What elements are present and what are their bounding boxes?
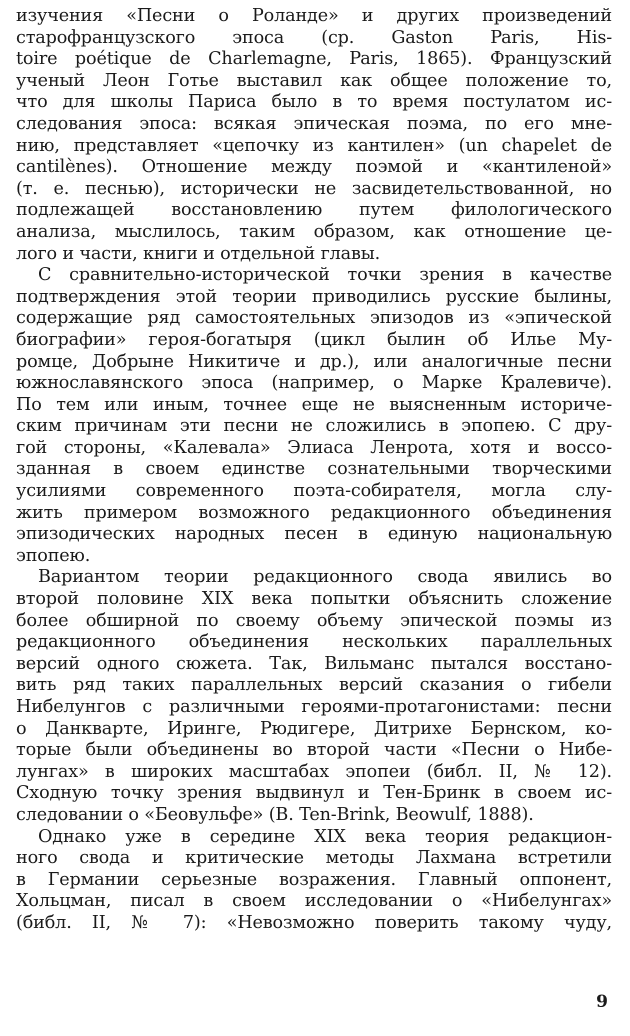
text-line: Сходную точку зрения выдвинул и Тен-Бринк в своем ис- xyxy=(16,783,612,804)
body-text xyxy=(16,6,612,935)
text-line: второй половине XIX века попытки объяснить сложение xyxy=(16,589,612,610)
text-line: о Данкварте, Иринге, Рюдигере, Дитрихе Бернском, ко- xyxy=(16,718,612,739)
text-line: зданная в своем единстве сознательными творческими xyxy=(16,459,612,480)
text-line: (библ. II, № 7): «Невозможно поверить такому чуду, xyxy=(16,912,612,933)
text-line: в Германии серьезные возражения. Главный оппонент, xyxy=(16,869,612,890)
text-line: подтверждения этой теории приводились русские былины, xyxy=(16,286,612,307)
text-line: ромце, Добрыне Никитиче и др.), или аналогичные песни xyxy=(16,351,612,372)
text-line: версий одного сюжета. Так, Вильманс пытался восстано- xyxy=(16,653,612,674)
text-line: подлежащей восстановлению путем филологического xyxy=(16,200,612,221)
text-line: ученый Леон Готье выставил как общее положение то, xyxy=(16,70,612,91)
text-line: По тем или иным, точнее еще не выясненным историче- xyxy=(16,394,612,415)
text-line: старофранцузского эпоса (ср. Gaston Paris, His- xyxy=(16,27,612,48)
text-line: жить примером возможного редакционного объединения xyxy=(16,502,612,523)
text-line: эпизодических народных песен в единую национальную xyxy=(16,524,612,545)
text-line: биографии» героя-богатыря (цикл былин об Илье Му- xyxy=(16,329,612,350)
paragraph-4 xyxy=(16,827,612,935)
text-line: С сравнительно-исторической точки зрения в качестве xyxy=(38,265,612,286)
text-line: более обширной по своему объему эпической поэмы из xyxy=(16,610,612,631)
text-line: усилиями современного поэта-собирателя, могла слу- xyxy=(16,481,612,502)
text-line: редакционного объединения нескольких параллельных xyxy=(16,632,612,653)
text-line: (т. е. песнью), исторически не засвидетельствованной, но xyxy=(16,178,612,199)
text-line: ного свода и критические методы Лахмана встретили xyxy=(16,848,612,869)
text-line: торые были объединены во второй части «Песни о Нибе- xyxy=(16,740,612,761)
text-line: гой стороны, «Калевала» Элиаса Ленрота, хотя и воссо- xyxy=(16,437,612,458)
text-line: нию, представляет «цепочку из кантилен» (un chapelet de xyxy=(16,135,612,156)
page-number: 9 xyxy=(596,992,608,1012)
text-line: анализа, мыслилось, таким образом, как отношение це- xyxy=(16,221,612,242)
text-line: ским причинам эти песни не сложились в эпопею. С дру- xyxy=(16,416,612,437)
text-line: cantilènes). Отношение между поэмой и «кантиленой» xyxy=(16,157,612,178)
text-line: что для школы Париса было в то время постулатом ис- xyxy=(16,92,612,113)
text-line: следовании о «Беовульфе» (B. Ten-Brink, Beowulf, 1888). xyxy=(16,804,534,825)
text-line: следования эпоса: всякая эпическая поэма, по его мне- xyxy=(16,113,612,134)
text-line: эпопею. xyxy=(16,545,91,566)
text-line: изучения «Песни о Роланде» и других произведений xyxy=(16,6,612,26)
text-line: лого и части, книги и отдельной главы. xyxy=(16,243,381,264)
text-line: Однако уже в середине XIX века теория редакцион- xyxy=(38,826,612,847)
text-line: содержащие ряд самостоятельных эпизодов из «эпической xyxy=(16,308,612,329)
text-line: toire poétique de Charlemagne, Paris, 1865). Французский xyxy=(16,49,612,70)
paragraph-1 xyxy=(16,6,612,265)
text-line: вить ряд таких параллельных версий сказания о гибели xyxy=(16,675,612,696)
text-line: Хольцман, писал в своем исследовании о «Нибелунгах» xyxy=(16,891,612,912)
paragraph-2 xyxy=(16,265,612,567)
paragraph-3 xyxy=(16,567,612,826)
text-line: лунгах» в широких масштабах эпопеи (библ. II, № 12). xyxy=(16,761,612,782)
text-line: Вариантом теории редакционного свода явились во xyxy=(38,567,612,588)
text-line: Нибелунгов с различными героями-протагонистами: песни xyxy=(16,697,612,717)
text-line: южнославянского эпоса (например, о Марке Кралевиче). xyxy=(16,373,612,394)
